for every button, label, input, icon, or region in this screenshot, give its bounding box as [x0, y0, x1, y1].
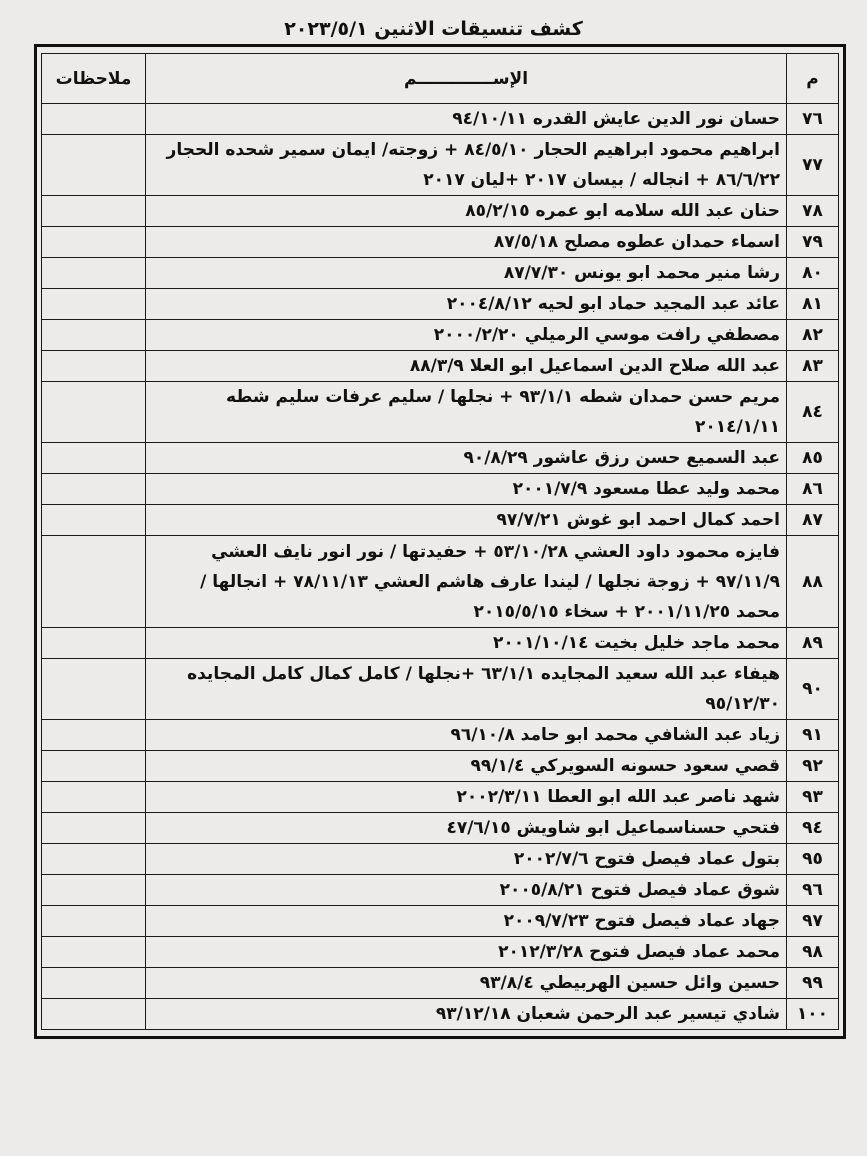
row-notes: [42, 443, 146, 474]
row-number: ٩٢: [787, 751, 839, 782]
row-notes: [42, 320, 146, 351]
table-row: [42, 844, 839, 875]
row-notes: [42, 782, 146, 813]
table-row: [42, 289, 839, 320]
table-row: [42, 937, 839, 968]
table-row: [42, 999, 839, 1030]
row-notes: [42, 999, 146, 1030]
row-number: ١٠٠: [787, 999, 839, 1030]
row-number: ٩١: [787, 720, 839, 751]
row-name: جهاد عماد فيصل فتوح ٢٠٠٩/٧/٢٣: [146, 906, 787, 937]
row-number: ٨٤: [787, 382, 839, 443]
row-name: حنان عبد الله سلامه ابو عمره ٨٥/٢/١٥: [146, 196, 787, 227]
table-row: [42, 320, 839, 351]
row-name: عبد السميع حسن رزق عاشور ٩٠/٨/٢٩: [146, 443, 787, 474]
row-notes: [42, 258, 146, 289]
row-notes: [42, 382, 146, 443]
row-notes: [42, 351, 146, 382]
row-name: شهد ناصر عبد الله ابو العطا ٢٠٠٢/٣/١١: [146, 782, 787, 813]
row-number: ٨١: [787, 289, 839, 320]
row-number: ٩٠: [787, 659, 839, 720]
row-number: ٩٨: [787, 937, 839, 968]
table-row: [42, 659, 839, 720]
row-name: فتحي حسناسماعيل ابو شاويش ٤٧/٦/١٥: [146, 813, 787, 844]
row-notes: [42, 751, 146, 782]
row-name: فايزه محمود داود العشي ٥٣/١٠/٢٨ + حفيدتها / نور انور نايف العشي ٩٧/١١/٩ + زوجة نجلها / ليندا عارف هاشم العشي ٧٨/١١/١٣ + انجالها / محمد ٢٠٠١/١١/٢٥ + سخاء ٢٠١٥/٥/١٥: [146, 536, 787, 628]
row-number: ٨٦: [787, 474, 839, 505]
row-name: مصطفي رافت موسي الرميلي ٢٠٠٠/٢/٢٠: [146, 320, 787, 351]
row-name: حسان نور الدين عايش القدره ٩٤/١٠/١١: [146, 104, 787, 135]
row-number: ٩٦: [787, 875, 839, 906]
row-notes: [42, 196, 146, 227]
table-row: [42, 258, 839, 289]
table-row: [42, 227, 839, 258]
row-name: زياد عبد الشافي محمد ابو حامد ٩٦/١٠/٨: [146, 720, 787, 751]
table-row: [42, 751, 839, 782]
page-title: كشف تنسيقات الاثنين ٢٠٢٣/٥/١: [284, 18, 583, 40]
row-number: ٨٠: [787, 258, 839, 289]
row-name: عبد الله صلاح الدين اسماعيل ابو العلا ٨٨/٣/٩: [146, 351, 787, 382]
row-number: ٨٣: [787, 351, 839, 382]
table-row: [42, 720, 839, 751]
row-number: ٨٨: [787, 536, 839, 628]
row-number: ٩٣: [787, 782, 839, 813]
table-row: [42, 968, 839, 999]
row-notes: [42, 505, 146, 536]
row-name: شادي تيسير عبد الرحمن شعبان ٩٣/١٢/١٨: [146, 999, 787, 1030]
row-name: محمد وليد عطا مسعود ٢٠٠١/٧/٩: [146, 474, 787, 505]
row-number: ٩٥: [787, 844, 839, 875]
row-name: بتول عماد فيصل فتوح ٢٠٠٢/٧/٦: [146, 844, 787, 875]
table-row: [42, 782, 839, 813]
table-row: [42, 443, 839, 474]
row-number: ٧٧: [787, 135, 839, 196]
header-name: الإســـــــــــــم: [146, 54, 787, 104]
row-notes: [42, 875, 146, 906]
row-notes: [42, 844, 146, 875]
row-name: محمد ماجد خليل بخيت ٢٠٠١/١٠/١٤: [146, 628, 787, 659]
table-row: [42, 906, 839, 937]
row-notes: [42, 720, 146, 751]
row-number: ٨٩: [787, 628, 839, 659]
row-number: ٨٧: [787, 505, 839, 536]
row-notes: [42, 536, 146, 628]
row-number: ٧٨: [787, 196, 839, 227]
row-notes: [42, 474, 146, 505]
header-number: م: [787, 54, 839, 104]
row-name: محمد عماد فيصل فتوح ٢٠١٢/٣/٢٨: [146, 937, 787, 968]
row-notes: [42, 937, 146, 968]
row-notes: [42, 135, 146, 196]
row-name: عائد عبد المجيد حماد ابو لحيه ٢٠٠٤/٨/١٢: [146, 289, 787, 320]
document-sheet: [34, 44, 846, 1039]
table-row: [42, 628, 839, 659]
table-row: [42, 351, 839, 382]
table-row: [42, 196, 839, 227]
row-name: رشا منير محمد ابو يونس ٨٧/٧/٣٠: [146, 258, 787, 289]
table-header-row: [42, 54, 839, 104]
row-name: احمد كمال احمد ابو غوش ٩٧/٧/٢١: [146, 505, 787, 536]
row-notes: [42, 104, 146, 135]
row-number: ٧٩: [787, 227, 839, 258]
row-notes: [42, 659, 146, 720]
row-number: ٧٦: [787, 104, 839, 135]
row-notes: [42, 227, 146, 258]
row-name: ابراهيم محمود ابراهيم الحجار ٨٤/٥/١٠ + زوجته/ ايمان سمير شحده الحجار ٨٦/٦/٢٢ + انجاله / بيسان ٢٠١٧ +ليان ٢٠١٧: [146, 135, 787, 196]
row-number: ٩٩: [787, 968, 839, 999]
row-name: شوق عماد فيصل فتوح ٢٠٠٥/٨/٢١: [146, 875, 787, 906]
row-notes: [42, 628, 146, 659]
row-name: قصي سعود حسونه السويركي ٩٩/١/٤: [146, 751, 787, 782]
row-notes: [42, 906, 146, 937]
row-notes: [42, 289, 146, 320]
table-row: [42, 104, 839, 135]
table-row: [42, 875, 839, 906]
names-table: [41, 53, 839, 1030]
table-row: [42, 382, 839, 443]
row-name: مريم حسن حمدان شطه ٩٣/١/١ + نجلها / سليم عرفات سليم شطه ٢٠١٤/١/١١: [146, 382, 787, 443]
table-row: [42, 813, 839, 844]
row-number: ٩٤: [787, 813, 839, 844]
row-notes: [42, 813, 146, 844]
row-number: ٨٥: [787, 443, 839, 474]
table-row: [42, 474, 839, 505]
table-row: [42, 505, 839, 536]
row-number: ٩٧: [787, 906, 839, 937]
row-name: هيفاء عبد الله سعيد المجايده ٦٣/١/١ +نجلها / كامل كمال كامل المجايده ٩٥/١٢/٣٠: [146, 659, 787, 720]
row-number: ٨٢: [787, 320, 839, 351]
row-name: حسين وائل حسين الهربيطي ٩٣/٨/٤: [146, 968, 787, 999]
table-row: [42, 536, 839, 628]
header-notes: ملاحظات: [42, 54, 146, 104]
table-row: [42, 135, 839, 196]
row-notes: [42, 968, 146, 999]
row-name: اسماء حمدان عطوه مصلح ٨٧/٥/١٨: [146, 227, 787, 258]
